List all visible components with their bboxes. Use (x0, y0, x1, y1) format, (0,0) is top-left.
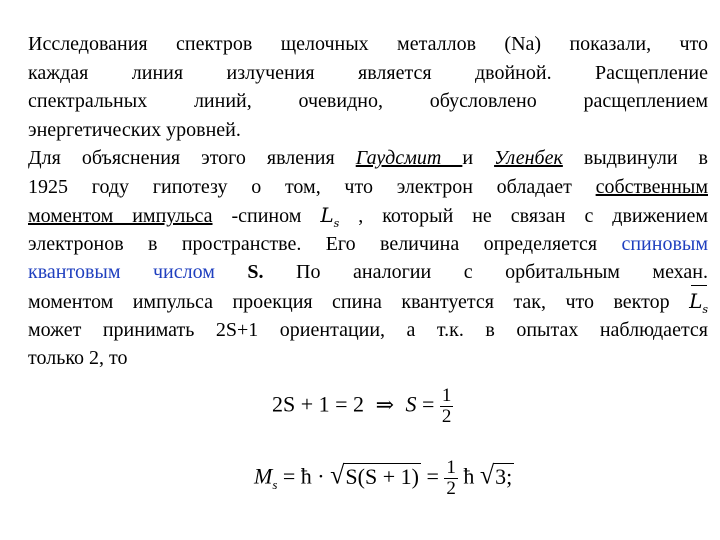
paragraph-1 (28, 30, 708, 144)
formula-spin-number: 2S + 1 = 2 ⇒ S = $\frac{1}{2}$ (272, 385, 452, 427)
text-line: моментом импульса проекция спина квантуется так, что вектор $L_s$ (28, 287, 708, 316)
spin-vector-symbol: $L_s$ (689, 287, 708, 325)
text-line: спектральных линий, очевидно, обусловлено расщеплением (28, 90, 708, 113)
radicand: 3; (495, 463, 513, 489)
spin-symbol: $L_s$ (320, 203, 340, 231)
text-line: может принимать 2S+1 ориентации, а т.к. в опытах наблюдается (28, 318, 708, 341)
text-line: 1925 году гипотезу о том, что электрон обладает собственным (28, 175, 708, 198)
name-uhlenbeck: Уленбек (494, 147, 563, 169)
text-line: каждая линия излучения является двойной. Расщепление (28, 61, 708, 84)
text-line: энергетических уровней. (28, 118, 241, 141)
name-goudsmit: Гаудсмит (355, 147, 463, 169)
paragraph-2 (28, 144, 708, 373)
underlined-term: собственным (595, 175, 708, 198)
fraction-one-half: $\frac{1}{2}$ (441, 385, 452, 427)
text-line: Для объяснения этого явления Гаудсмит и Уленбек выдвинули в (28, 147, 708, 169)
text-line: моментом импульса -спином $L_s$ , который не связан с движением (28, 203, 708, 231)
radical-sign: √ (330, 460, 345, 490)
underlined-term: моментом импульса (28, 205, 213, 228)
fraction-one-half: $\frac{1}{2}$ (446, 457, 456, 499)
formula-spin-momentum: $M_s$ = ħ · √S(S + 1) = $\frac{1}{2}$ ħ √3; (254, 457, 513, 499)
highlighted-term: квантовым числом (28, 261, 215, 284)
spin-number-symbol: S. (247, 261, 264, 284)
text-line: квантовым числом S. По аналогии с орбитальным механ. (28, 261, 708, 284)
text-line: Исследования спектров щелочных металлов (Na) показали, что (28, 33, 708, 55)
radicand: S(S + 1) (345, 463, 419, 489)
radical-sign: √ (479, 460, 495, 490)
text-line: электронов в пространстве. Его величина определяется спиновым (28, 232, 708, 255)
highlighted-term: спиновым (621, 232, 708, 255)
text-line: только 2, то (28, 347, 128, 370)
